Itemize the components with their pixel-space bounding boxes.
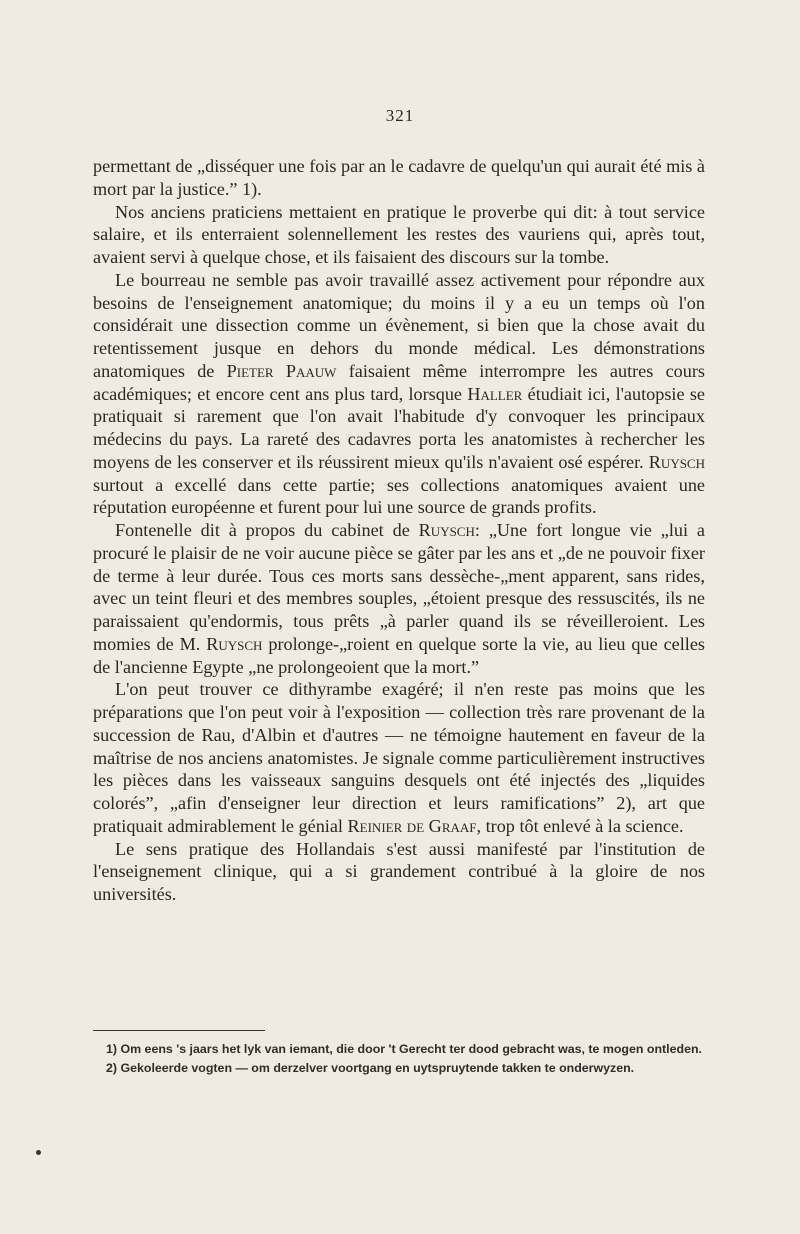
text-run: étudiait ici, l'autopsie se pratiquait si rarement que l'on avait l'habitude d'y convoquer les principaux médecins du pays. La rareté des cadavres porta les anatomistes à rechercher les moyens de les conserver et ils réussirent mieux qu'ils n'avaient osé espérer.	[93, 383, 705, 472]
text-run: : „Une fort longue vie „lui a procuré le plaisir de ne voir aucune pièce se gâter par les ans et „de ne pouvoir fixer de terme à leur durée. Tous ces morts sans dessèche-„ment apparent, sans rides, avec un teint fleuri et des membres souples, „étoient presque des ressuscités, ils ne paraissaient qu'endormis, tous prêts „à parler quand ils se réveilleroient. Les momies de M.	[93, 520, 705, 654]
paragraph	[93, 201, 705, 269]
text-run: Le bourreau ne semble pas avoir travaillé assez activement pour répondre aux besoins de l'enseignement anatomique; du moins il y a eu un temps où l'on considérait une dissection comme un évènement, si bien que la chose avait du retentissement jusque en dehors du monde médical. Les démonstrations anatomiques de	[93, 269, 705, 381]
text-run: L'on peut trouver ce dithyrambe exagéré; il n'en reste pas moins que les préparations que l'on peut voir à l'exposition — collection très rare provenant de la succession de Rau, d'Albin et d'autres — ne témoigne hautement en faveur de la maîtrise de nos anciens anatomistes. Je signale comme particulièrement instructives les pièces dans les vaisseaux sanguins desquels ont été injectés des „liquides colorés”, „afin d'enseigner leur direction et leurs ramifications” 2), art que pratiquait admirablement le génial	[93, 679, 705, 836]
text-run: Fontenelle dit à propos du cabinet de	[115, 520, 419, 540]
paragraph	[93, 519, 705, 678]
paragraph	[93, 838, 705, 906]
footnotes	[93, 1040, 705, 1078]
text-run: Nos anciens praticiens mettaient en pratique le proverbe qui dit: à tout service salaire, et ils enterraient solennellement les restes des vauriens qui, après tout, avaient servi à quelque chose, et ils faisaient des discours sur la tombe.	[93, 201, 705, 267]
ink-speck	[36, 1150, 41, 1155]
text-run: prolonge-„roient en quelque sorte la vie, au lieu que celles de l'ancienne Egypte „ne prolongeoient que la mort.”	[93, 633, 705, 677]
paragraph	[93, 155, 705, 201]
text-run: Le sens pratique des Hollandais s'est aussi manifesté par l'institution de l'enseignement clinique, qui a si grandement contribué à la gloire de nos universités.	[93, 838, 705, 904]
footnote-rule	[93, 1030, 265, 1031]
text-run: faisaient même interrompre les autres cours académiques; et encore cent ans plus tard, lorsque	[93, 360, 705, 404]
footnote: 2) Gekoleerde vogten — om derzelver voortgang en uytspruytende takken te onderwyzen.	[106, 1061, 635, 1075]
person-name: Haller	[467, 383, 523, 404]
page-number: 321	[385, 106, 415, 125]
text-run: permettant de „disséquer une fois par an le cadavre de quelqu'un qui aurait été mis à mort par la justice.” 1).	[93, 156, 705, 199]
footnote: 1) Om eens 's jaars het lyk van iemant, die door 't Gerecht ter dood gebracht was, te mogen ontleden.	[106, 1042, 702, 1056]
paragraph	[93, 678, 705, 837]
paragraph	[93, 269, 705, 519]
text-run: , trop tôt enlevé à la science.	[476, 815, 684, 836]
person-name: Pieter Paauw	[226, 360, 337, 381]
person-name: Ruysch	[648, 451, 705, 472]
text-run: surtout a excellé dans cette partie; ses collections anatomiques avaient une réputation européenne et furent pour lui une source de grands profits.	[93, 474, 705, 518]
person-name: Reinier de Graaf	[347, 815, 477, 836]
person-name: Ruysch	[206, 633, 263, 654]
body-text	[93, 155, 705, 906]
person-name: Ruysch	[418, 520, 475, 540]
